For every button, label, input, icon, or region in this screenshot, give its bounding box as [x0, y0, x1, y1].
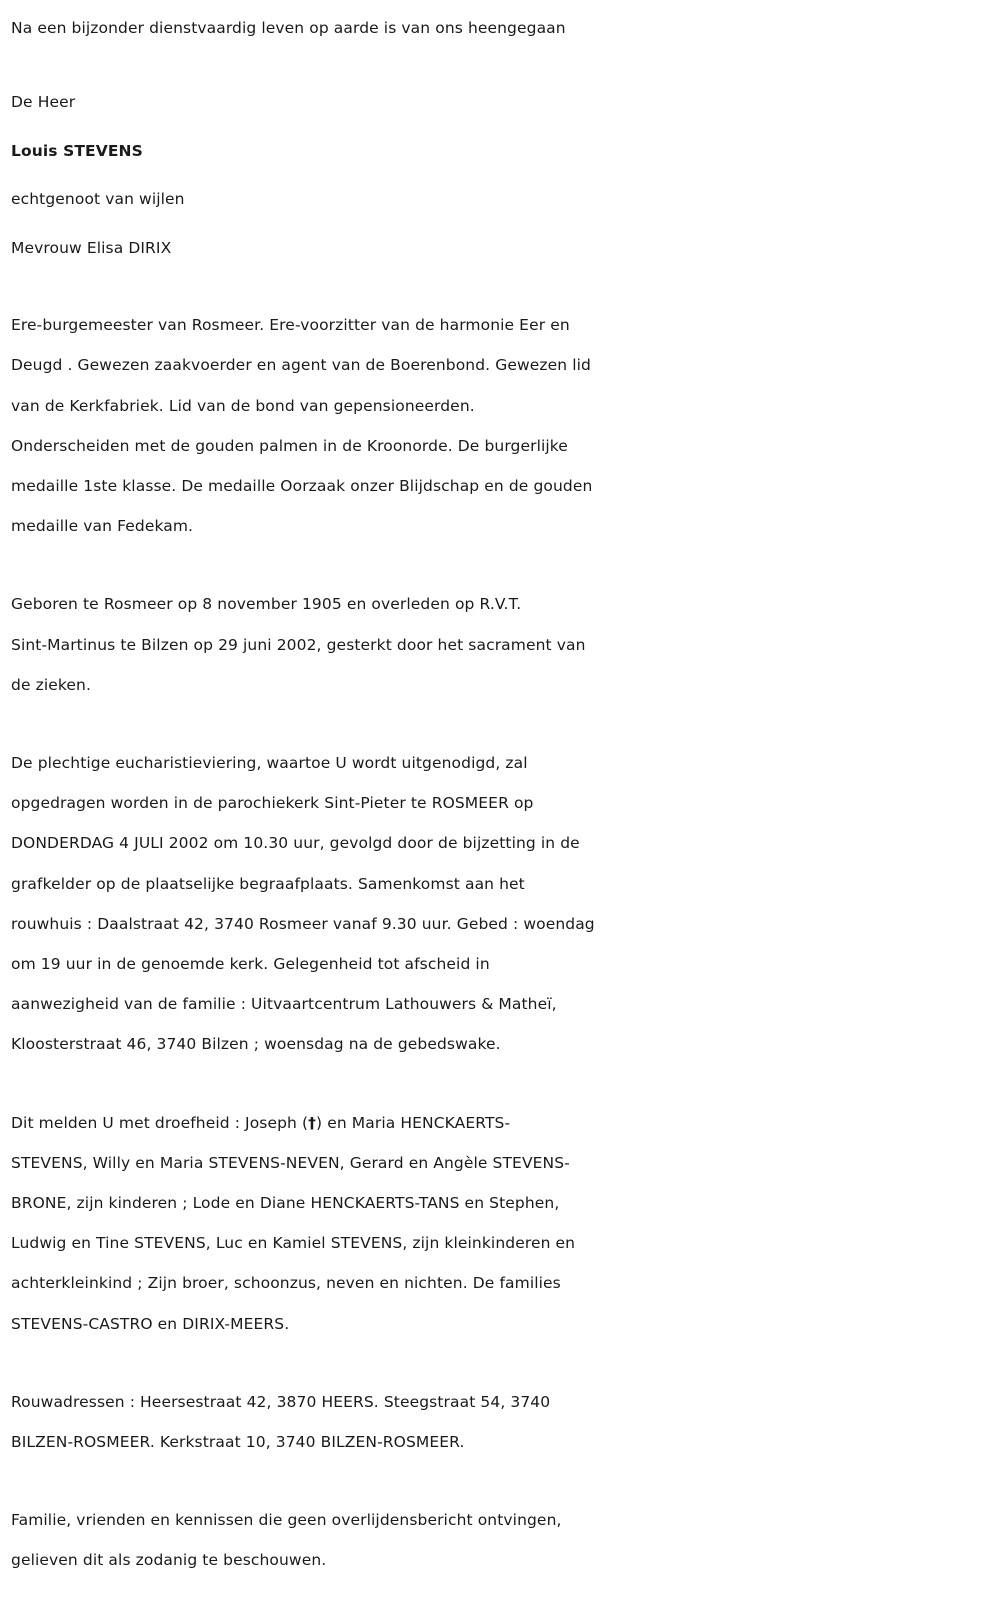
intro-paragraph: [11, 8, 988, 48]
birth-death-line: Sint-Martinus te Bilzen op 29 juni 2002, gesterkt door het sacrament van: [11, 635, 586, 654]
ceremony-line: om 19 uur in de genoemde kerk. Gelegenheid tot afscheid in: [11, 955, 490, 974]
birth-death-line: de zieken.: [11, 675, 91, 694]
ceremony-line: DONDERDAG 4 JULI 2002 om 10.30 uur, gevolgd door de bijzetting in de: [11, 834, 580, 853]
intro-line: Na een bijzonder dienstvaardig leven op aarde is van ons heengegaan: [11, 19, 566, 37]
closing-line: gelieven dit als zodanig te beschouwen.: [11, 1551, 327, 1570]
deceased-name: Louis STEVENS: [11, 141, 143, 160]
family-line: BRONE, zijn kinderen ; Lode en Diane HENCKAERTS-TANS en Stephen,: [11, 1194, 560, 1213]
family-line: STEVENS-CASTRO en DIRIX-MEERS.: [11, 1314, 290, 1333]
ceremony-line: grafkelder op de plaatselijke begraafplaats. Samenkomst aan het: [11, 874, 525, 893]
family-line: [11, 1103, 988, 1143]
ceremony-line: rouwhuis : Daalstraat 42, 3740 Rosmeer vanaf 9.30 uur. Gebed : woendag: [11, 914, 595, 933]
honors-line: Deugd . Gewezen zaakvoerder en agent van de Boerenbond. Gewezen lid: [11, 356, 591, 375]
family-paragraph: [11, 1103, 988, 1344]
family-line: achterkleinkind ; Zijn broer, schoonzus, neven en nichten. De families: [11, 1274, 561, 1293]
honors-line: van de Kerkfabriek. Lid van de bond van gepensioneerden.: [11, 396, 475, 415]
birth-death-paragraph: [11, 584, 988, 705]
honors-line: medaille 1ste klasse. De medaille Oorzaak onzer Blijdschap en de gouden: [11, 477, 593, 496]
honors-line: medaille van Fedekam.: [11, 517, 194, 536]
spouse-name: Mevrouw Elisa DIRIX: [11, 238, 172, 257]
closing-paragraph: [11, 1500, 988, 1580]
ceremony-line: Kloosterstraat 46, 3740 Bilzen ; woensdag na de gebedswake.: [11, 1035, 501, 1054]
ceremony-line: opgedragen worden in de parochiekerk Sint-Pieter te ROSMEER op: [11, 794, 534, 813]
honors-line: Onderscheiden met de gouden palmen in de Kroonorde. De burgerlijke: [11, 436, 568, 455]
ceremony-paragraph: [11, 743, 988, 1065]
address-line: BILZEN-ROSMEER. Kerkstraat 10, 3740 BILZEN-ROSMEER.: [11, 1433, 465, 1452]
honors-paragraph: [11, 305, 988, 546]
family-line-start: Dit melden U met droefheid : Joseph (: [11, 1113, 309, 1132]
address-line: Rouwadressen : Heersestraat 42, 3870 HEERS. Steegstraat 54, 3740: [11, 1392, 551, 1411]
addresses-paragraph: [11, 1382, 988, 1462]
family-line: STEVENS, Willy en Maria STEVENS-NEVEN, Gerard en Angèle STEVENS-: [11, 1153, 570, 1172]
honors-line: Ere-burgemeester van Rosmeer. Ere-voorzitter van de harmonie Eer en: [11, 316, 570, 335]
closing-line: Familie, vrienden en kennissen die geen overlijdensbericht ontvingen,: [11, 1511, 562, 1530]
ceremony-line: aanwezigheid van de familie : Uitvaartcentrum Lathouwers & Matheï,: [11, 995, 557, 1014]
spouse-label: echtgenoot van wijlen: [11, 190, 185, 209]
family-line-end: ) en Maria HENCKAERTS-: [316, 1113, 511, 1132]
salutation: De Heer: [11, 93, 76, 112]
cross-icon: †: [308, 1113, 317, 1132]
family-line: Ludwig en Tine STEVENS, Luc en Kamiel STEVENS, zijn kleinkinderen en: [11, 1234, 576, 1253]
ceremony-line: De plechtige eucharistieviering, waartoe U wordt uitgenodigd, zal: [11, 754, 528, 773]
birth-death-line: Geboren te Rosmeer op 8 november 1905 en overleden op R.V.T.: [11, 595, 522, 614]
deceased-block: [11, 78, 988, 272]
